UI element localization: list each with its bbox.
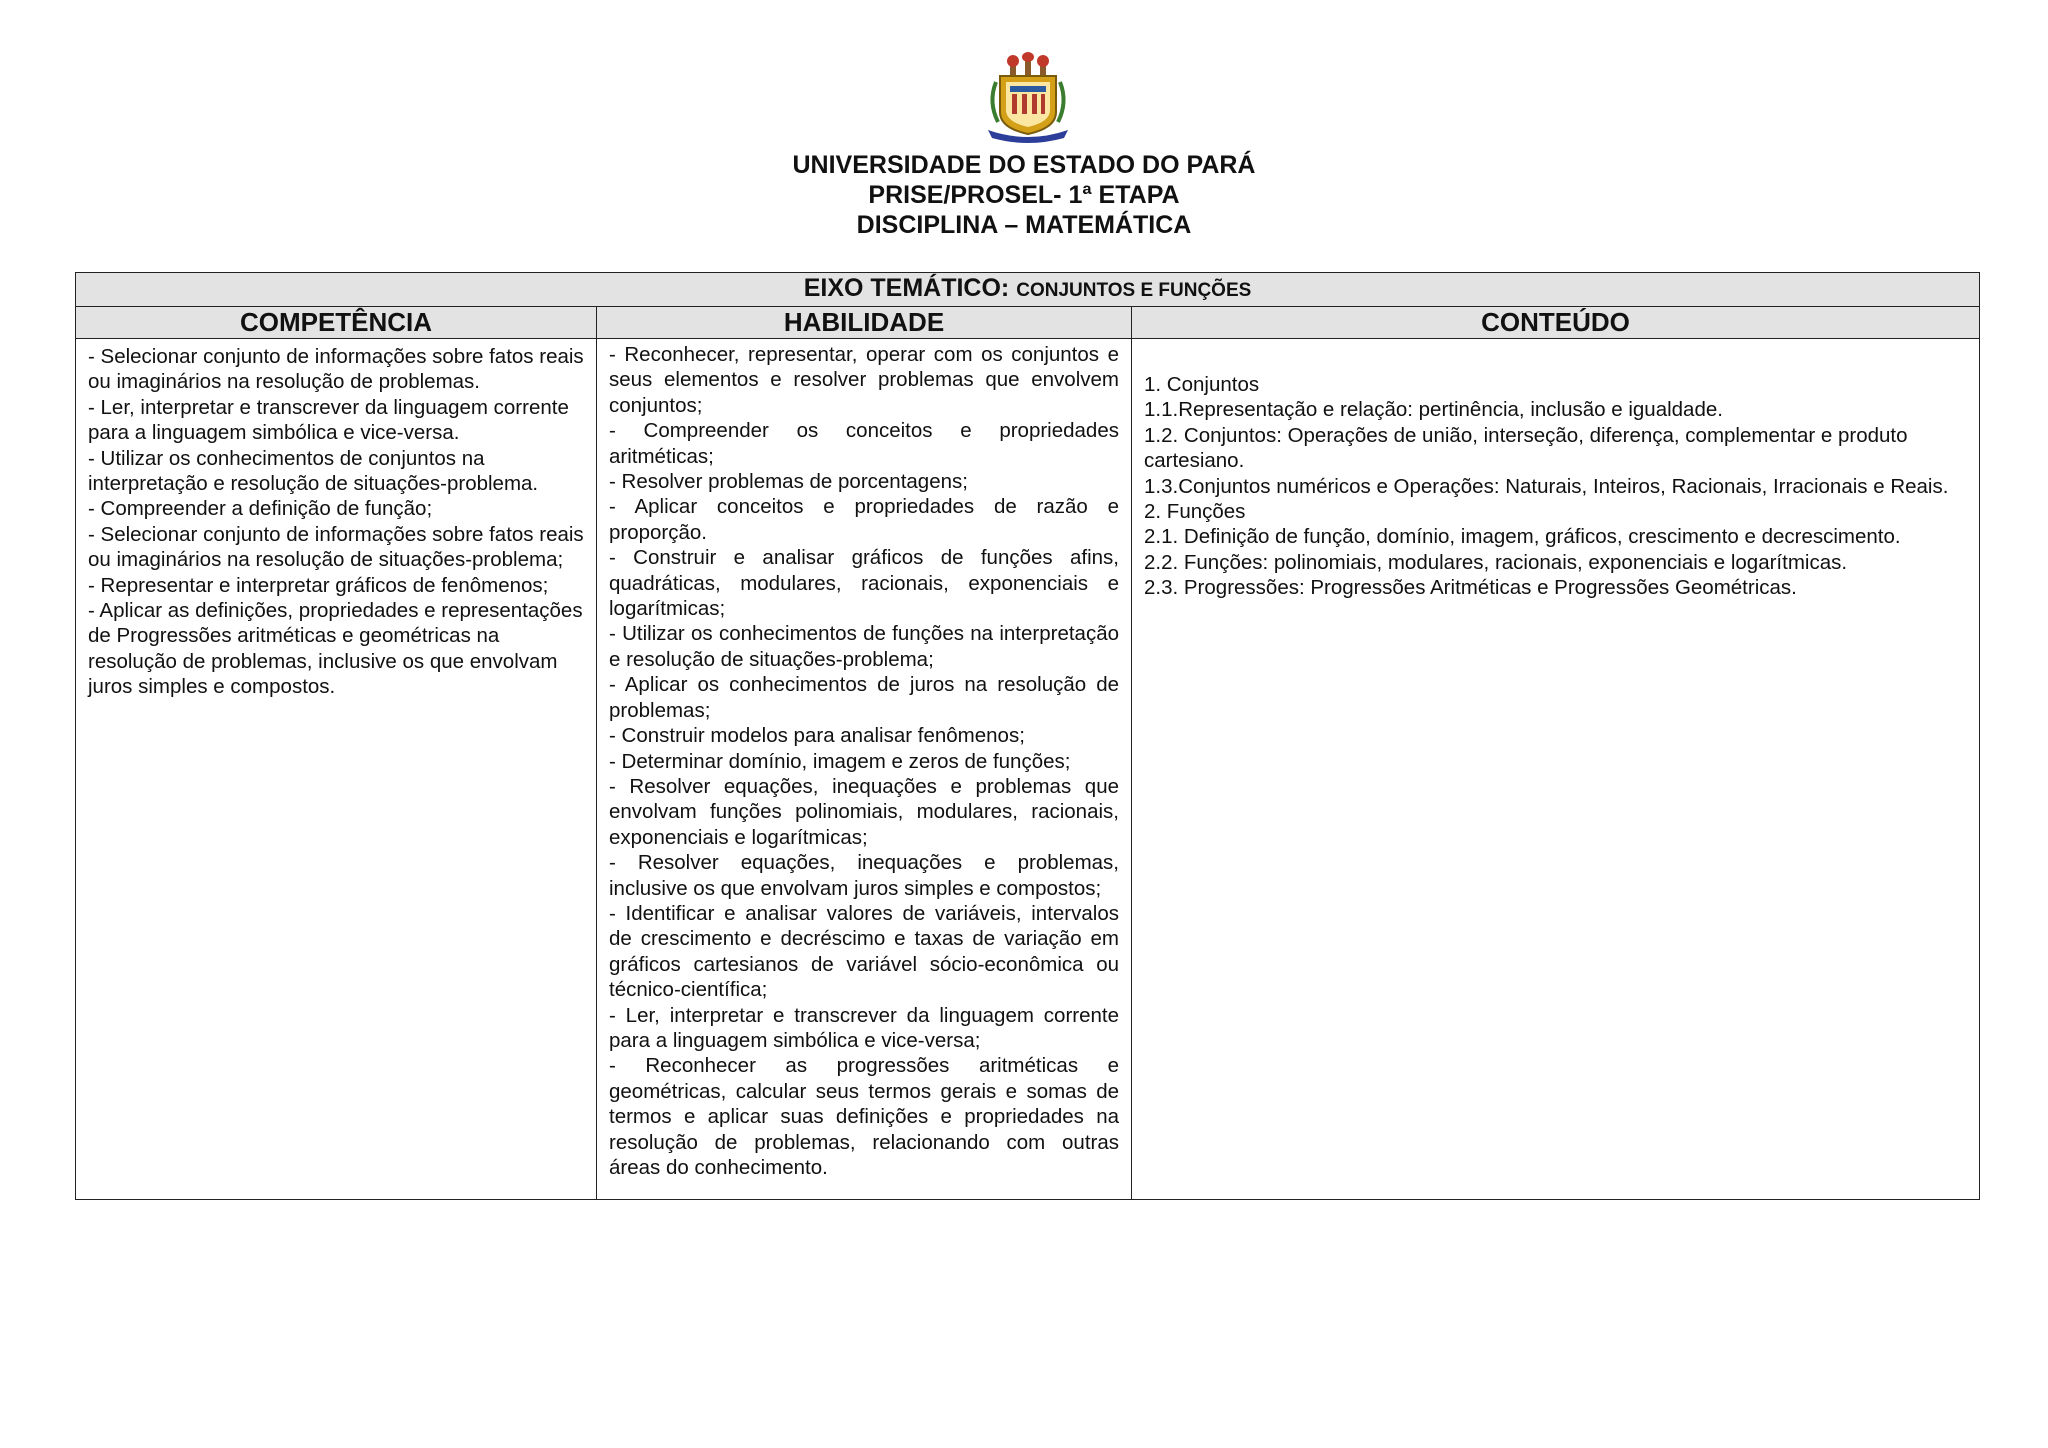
list-item: 1.3.Conjuntos numéricos e Operações: Naturais, Inteiros, Racionais, Irracionais e Reais. — [1144, 474, 1949, 498]
university-title: UNIVERSIDADE DO ESTADO DO PARÁ — [792, 151, 1256, 179]
list-item: - Construir e analisar gráficos de funções afins, quadráticas, modulares, racionais, exponenciais e logarítmicas; — [609, 546, 1119, 621]
column-header-habilidade: HABILIDADE — [597, 307, 1132, 339]
list-item: 1.2. Conjuntos: Operações de união, interseção, diferença, complementar e produto cartesiano. — [1144, 423, 1908, 473]
list-item: - Utilizar os conhecimentos de funções na interpretação e resolução de situações-problema; — [609, 622, 1119, 671]
exam-stage-title: PRISE/PROSEL- 1ª ETAPA — [868, 181, 1180, 209]
list-item: 2.1. Definição de função, domínio, imagem, gráficos, crescimento e decrescimento. — [1144, 525, 1901, 549]
list-item: - Ler, interpretar e transcrever da linguagem corrente para a linguagem simbólica e vice-versa; — [609, 1003, 1119, 1052]
list-item: - Selecionar conjunto de informações sobre fatos reais ou imaginários na resolução de problemas. — [88, 345, 584, 394]
list-item: - Ler, interpretar e transcrever da linguagem corrente para a linguagem simbólica e vice-versa. — [88, 395, 569, 445]
list-item: - Reconhecer, representar, operar com os conjuntos e seus elementos e resolver problemas que envolvem conjuntos; — [609, 343, 1119, 417]
list-item: - Resolver equações, inequações e problemas, inclusive os que envolvam juros simples e compostos; — [609, 851, 1119, 900]
list-item: 1.1.Representação e relação: pertinência, inclusão e igualdade. — [1144, 398, 1723, 422]
university-crest-icon — [982, 52, 1074, 144]
list-item: - Aplicar conceitos e propriedades de razão e proporção. — [609, 495, 1119, 544]
list-item: 1. Conjuntos — [1144, 373, 1260, 396]
column-header-conteudo: CONTEÚDO — [1132, 307, 1980, 339]
list-item: - Compreender os conceitos e propriedades aritméticas; — [609, 419, 1119, 468]
conteudo-cell — [1132, 339, 1980, 1200]
habilidade-cell — [597, 339, 1132, 1200]
thematic-axis-value: CONJUNTOS E FUNÇÕES — [1016, 280, 1252, 301]
thematic-axis-label: EIXO TEMÁTICO: — [803, 274, 1010, 302]
competencia-cell — [76, 339, 597, 1200]
list-item: - Compreender a definição de função; — [88, 497, 433, 521]
column-header-competencia: COMPETÊNCIA — [76, 307, 597, 339]
list-item: - Aplicar as definições, propriedades e representações de Progressões aritméticas e geométricas na resolução de problemas, inclusive os que envolvam juros simples e compostos. — [88, 599, 583, 699]
list-item: 2.3. Progressões: Progressões Aritméticas e Progressões Geométricas. — [1144, 576, 1797, 600]
list-item: - Identificar e analisar valores de variáveis, intervalos de crescimento e decréscimo e taxas de variação em gráficos cartesianos de variável sócio-econômica ou técnico-científica; — [609, 901, 1119, 1002]
discipline-title: DISCIPLINA – MATEMÁTICA — [856, 211, 1192, 239]
syllabus-table — [75, 272, 1980, 1200]
list-item: 2. Funções — [1144, 500, 1246, 524]
list-item: - Determinar domínio, imagem e zeros de funções; — [609, 749, 1071, 773]
list-item: 2.2. Funções: polinomiais, modulares, racionais, exponenciais e logarítmicas. — [1144, 550, 1848, 574]
list-item: - Resolver problemas de porcentagens; — [609, 470, 968, 494]
list-item: - Construir modelos para analisar fenômenos; — [609, 724, 1025, 748]
list-item: - Reconhecer as progressões aritméticas e geométricas, calcular seus termos gerais e somas de termos e aplicar suas definições e propriedades na resolução de problemas, relacionando com outras áreas do conhecimento. — [609, 1054, 1119, 1179]
thematic-axis-header — [76, 273, 1980, 307]
list-item: - Resolver equações, inequações e problemas que envolvam funções polinomiais, modulares, racionais, exponenciais e logarítmicas; — [609, 774, 1119, 849]
list-item: - Utilizar os conhecimentos de conjuntos na interpretação e resolução de situações-problema. — [88, 446, 539, 496]
list-item: - Selecionar conjunto de informações sobre fatos reais ou imaginários na resolução de situações-problema; — [88, 522, 584, 572]
list-item: - Aplicar os conhecimentos de juros na resolução de problemas; — [609, 673, 1119, 722]
list-item: - Representar e interpretar gráficos de fenômenos; — [88, 573, 549, 597]
